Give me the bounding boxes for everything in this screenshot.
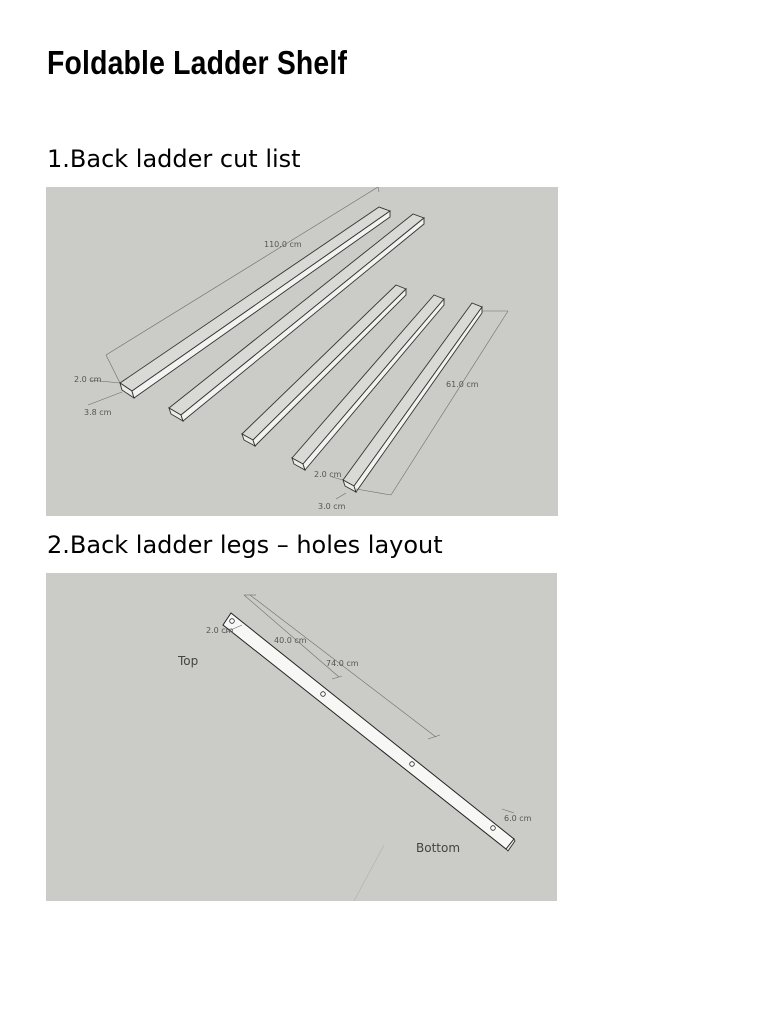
- section-heading-holes-layout: 2.Back ladder legs – holes layout: [47, 531, 443, 559]
- long-section-dimensions: [74, 375, 122, 417]
- holes-layout-diagram: [46, 573, 557, 901]
- second-hole-label: 74.0 cm: [326, 659, 359, 668]
- long-length-label: 110.0 cm: [264, 240, 302, 249]
- hole-dimensions: [206, 595, 532, 823]
- short-section-dimensions: [314, 470, 346, 511]
- hole-second: [410, 762, 415, 767]
- hole-top: [230, 619, 235, 624]
- ladder-leg-board: [223, 613, 515, 851]
- long-thickness-label: 2.0 cm: [74, 375, 102, 384]
- short-length-dimension: [356, 311, 508, 495]
- long-width-label: 3.8 cm: [84, 408, 112, 417]
- cut-list-diagram: [46, 187, 558, 516]
- section-heading-cut-list: 1.Back ladder cut list: [47, 145, 301, 173]
- document-title: Foldable Ladder Shelf: [47, 44, 348, 81]
- bottom-offset-label: 6.0 cm: [504, 814, 532, 823]
- short-thickness-label: 2.0 cm: [314, 470, 342, 479]
- hole-first: [321, 692, 326, 697]
- bottom-end-label: Bottom: [416, 841, 461, 855]
- top-offset-label: 2.0 cm: [206, 626, 234, 635]
- short-width-label: 3.0 cm: [318, 502, 346, 511]
- top-end-label: Top: [178, 654, 199, 668]
- first-hole-label: 40.0 cm: [274, 636, 307, 645]
- long-board-1: [120, 207, 390, 398]
- short-length-label: 61.0 cm: [446, 380, 479, 389]
- hole-bottom: [491, 826, 496, 831]
